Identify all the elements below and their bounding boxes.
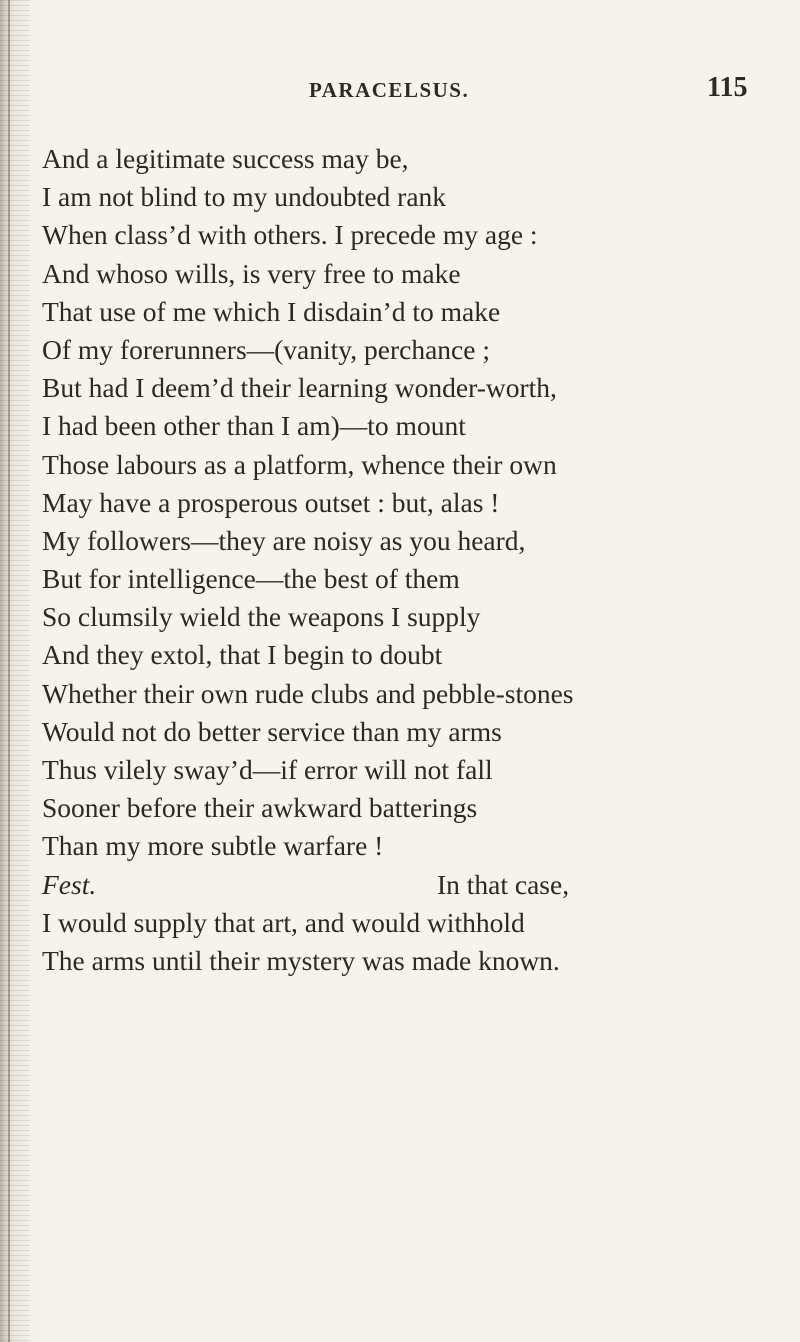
verse-line: Of my forerunners—(vanity, perchance ;	[42, 333, 490, 365]
verse-line: And whoso wills, is very free to make	[42, 257, 461, 289]
running-title: PARACELSUS.	[309, 78, 470, 102]
verse-line: But for intelligence—the best of them	[42, 563, 460, 595]
verse-line: Thus vilely sway’d—if error will not fall	[42, 754, 493, 785]
verse-line: Those labours as a platform, whence their own	[42, 448, 557, 480]
verse-line: Would not do better service than my arms	[42, 715, 502, 747]
verse-line: Than my more subtle warfare !	[42, 830, 384, 862]
speaker-name: Fest.	[42, 868, 97, 900]
speaker-line	[42, 866, 742, 904]
verse-line: And a legitimate success may be,	[42, 143, 409, 174]
verse-line: Whether their own rude clubs and pebble-stones	[42, 677, 574, 709]
verse-line: Sooner before their awkward batterings	[42, 792, 478, 824]
verse-line: I would supply that art, and would withhold	[42, 906, 525, 938]
binding-edge	[8, 0, 10, 1342]
page-header	[0, 72, 800, 112]
verse-line: I had been other than I am)—to mount	[42, 410, 466, 442]
verse-block	[42, 140, 742, 980]
verse-line: But had I deem’d their learning wonder-worth,	[42, 372, 557, 404]
page-gutter	[0, 0, 30, 1342]
page-number: 115	[707, 72, 748, 103]
verse-line: I am not blind to my undoubted rank	[42, 181, 447, 213]
verse-line: The arms until their mystery was made known.	[42, 944, 560, 976]
verse-line: My followers—they are noisy as you heard,	[42, 524, 526, 556]
verse-line: And they extol, that I begin to doubt	[42, 639, 443, 671]
verse-line: That use of me which I disdain’d to make	[42, 295, 501, 327]
verse-line: May have a prosperous outset : but, alas !	[42, 486, 500, 518]
speaker-speech: In that case,	[437, 868, 570, 900]
verse-line: So clumsily wield the weapons I supply	[42, 601, 481, 633]
verse-line: When class’d with others. I precede my age :	[42, 219, 538, 251]
